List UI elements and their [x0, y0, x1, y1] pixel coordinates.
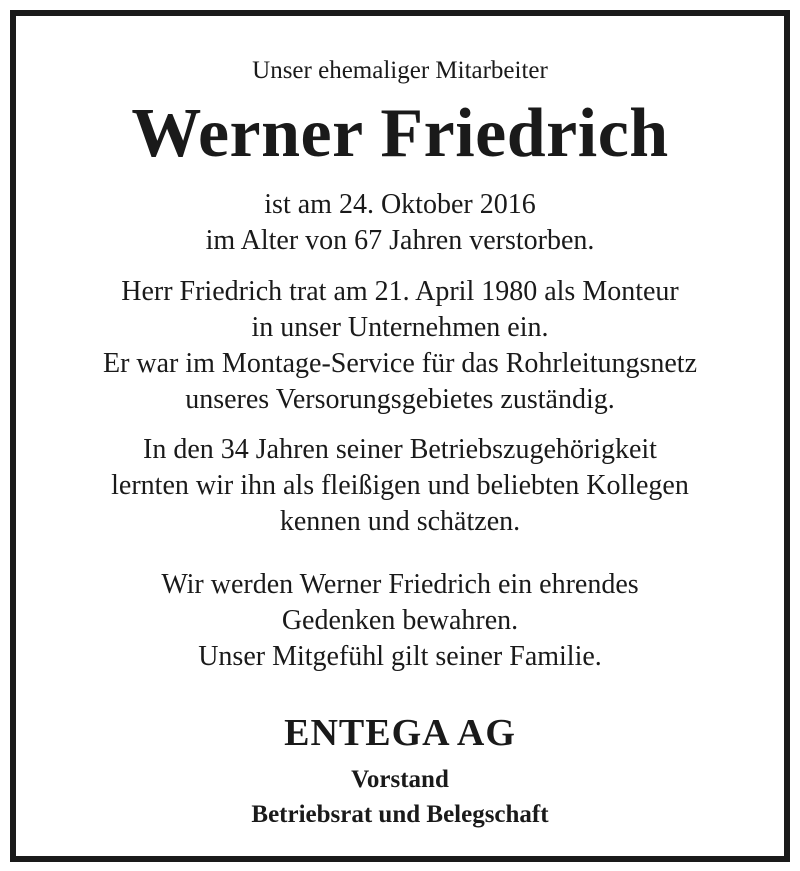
tribute-line-1: In den 34 Jahren seiner Betriebszugehörigkeit — [143, 434, 657, 465]
death-date-line: ist am 24. Oktober 2016 — [264, 189, 536, 220]
intro-text: Unser ehemaliger Mitarbeiter — [252, 57, 548, 84]
signatory-staff: Betriebsrat und Belegschaft — [251, 801, 549, 828]
obituary-notice — [10, 10, 790, 862]
tribute-line-3: kennen und schätzen. — [279, 506, 521, 537]
tribute-line-2: lernten wir ihn als fleißigen und beliebten Kollegen — [111, 470, 689, 501]
career-line-4: unseres Versorungsgebietes zuständig. — [185, 384, 615, 415]
closing-line-2: Gedenken bewahren. — [281, 605, 519, 636]
closing-line-1: Wir werden Werner Friedrich ein ehrendes — [161, 569, 639, 600]
career-line-2: in unser Unternehmen ein. — [251, 312, 549, 343]
age-line: im Alter von 67 Jahren verstorben. — [205, 225, 595, 256]
deceased-name: Werner Friedrich — [131, 95, 669, 172]
career-line-3: Er war im Montage-Service für das Rohrleitungsnetz — [102, 348, 698, 379]
company-name: ENTEGA AG — [284, 712, 516, 754]
career-line-1: Herr Friedrich trat am 21. April 1980 als Monteur — [121, 276, 679, 307]
closing-line-3: Unser Mitgefühl gilt seiner Familie. — [198, 641, 602, 672]
signatory-board: Vorstand — [351, 766, 449, 793]
